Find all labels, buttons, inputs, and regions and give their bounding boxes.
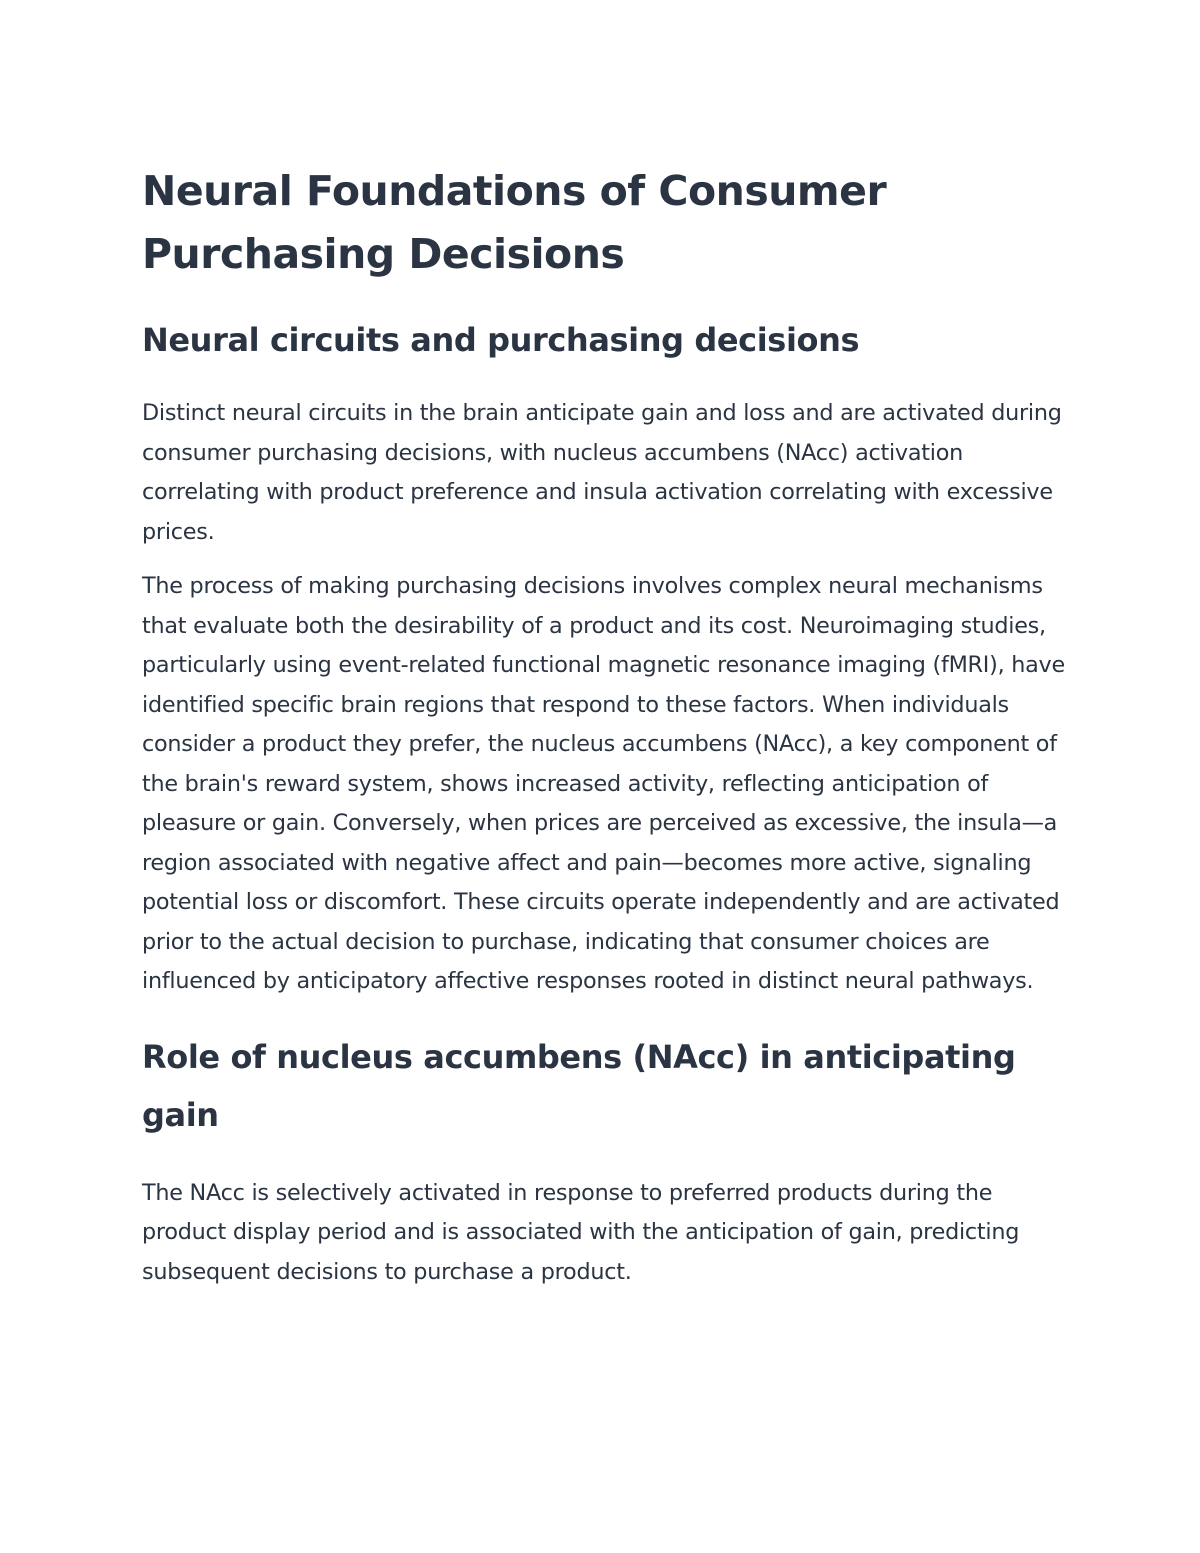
section-neural-circuits bbox=[142, 316, 1072, 1002]
section-heading: Role of nucleus accumbens (NAcc) in anticipating gain bbox=[142, 1037, 1016, 1134]
document-page bbox=[142, 160, 1072, 1292]
section-nacc-role bbox=[142, 1028, 1072, 1293]
summary-paragraph: Distinct neural circuits in the brain anticipate gain and loss and are activated during consumer purchasing decisions, with nucleus accumbens (NAcc) activation correlating with product preference and insula activation correlating with excessive prices. bbox=[142, 400, 1062, 545]
summary-paragraph: The NAcc is selectively activated in response to preferred products during the product display period and is associated with the anticipation of gain, predicting subsequent decisions to purchase a product. bbox=[142, 1179, 1020, 1285]
body-paragraph: The process of making purchasing decisions involves complex neural mechanisms that evaluate both the desirability of a product and its cost. Neuroimaging studies, particularly using event-related functional magnetic resonance imaging (fMRI), have identified specific brain regions that respond to these factors. When individuals consider a product they prefer, the nucleus accumbens (NAcc), a key component of the brain's reward system, shows increased activity, reflecting anticipation of pleasure or gain. Conversely, when prices are perceived as excessive, the insula—a region associated with negative affect and pain—becomes more active, signaling potential loss or discomfort. These circuits operate independently and are activated prior to the actual decision to purchase, indicating that consumer choices are influenced by anticipatory affective responses rooted in distinct neural pathways. bbox=[142, 573, 1065, 994]
document-title: Neural Foundations of Consumer Purchasing Decisions bbox=[142, 167, 887, 278]
section-heading: Neural circuits and purchasing decisions bbox=[142, 321, 860, 359]
